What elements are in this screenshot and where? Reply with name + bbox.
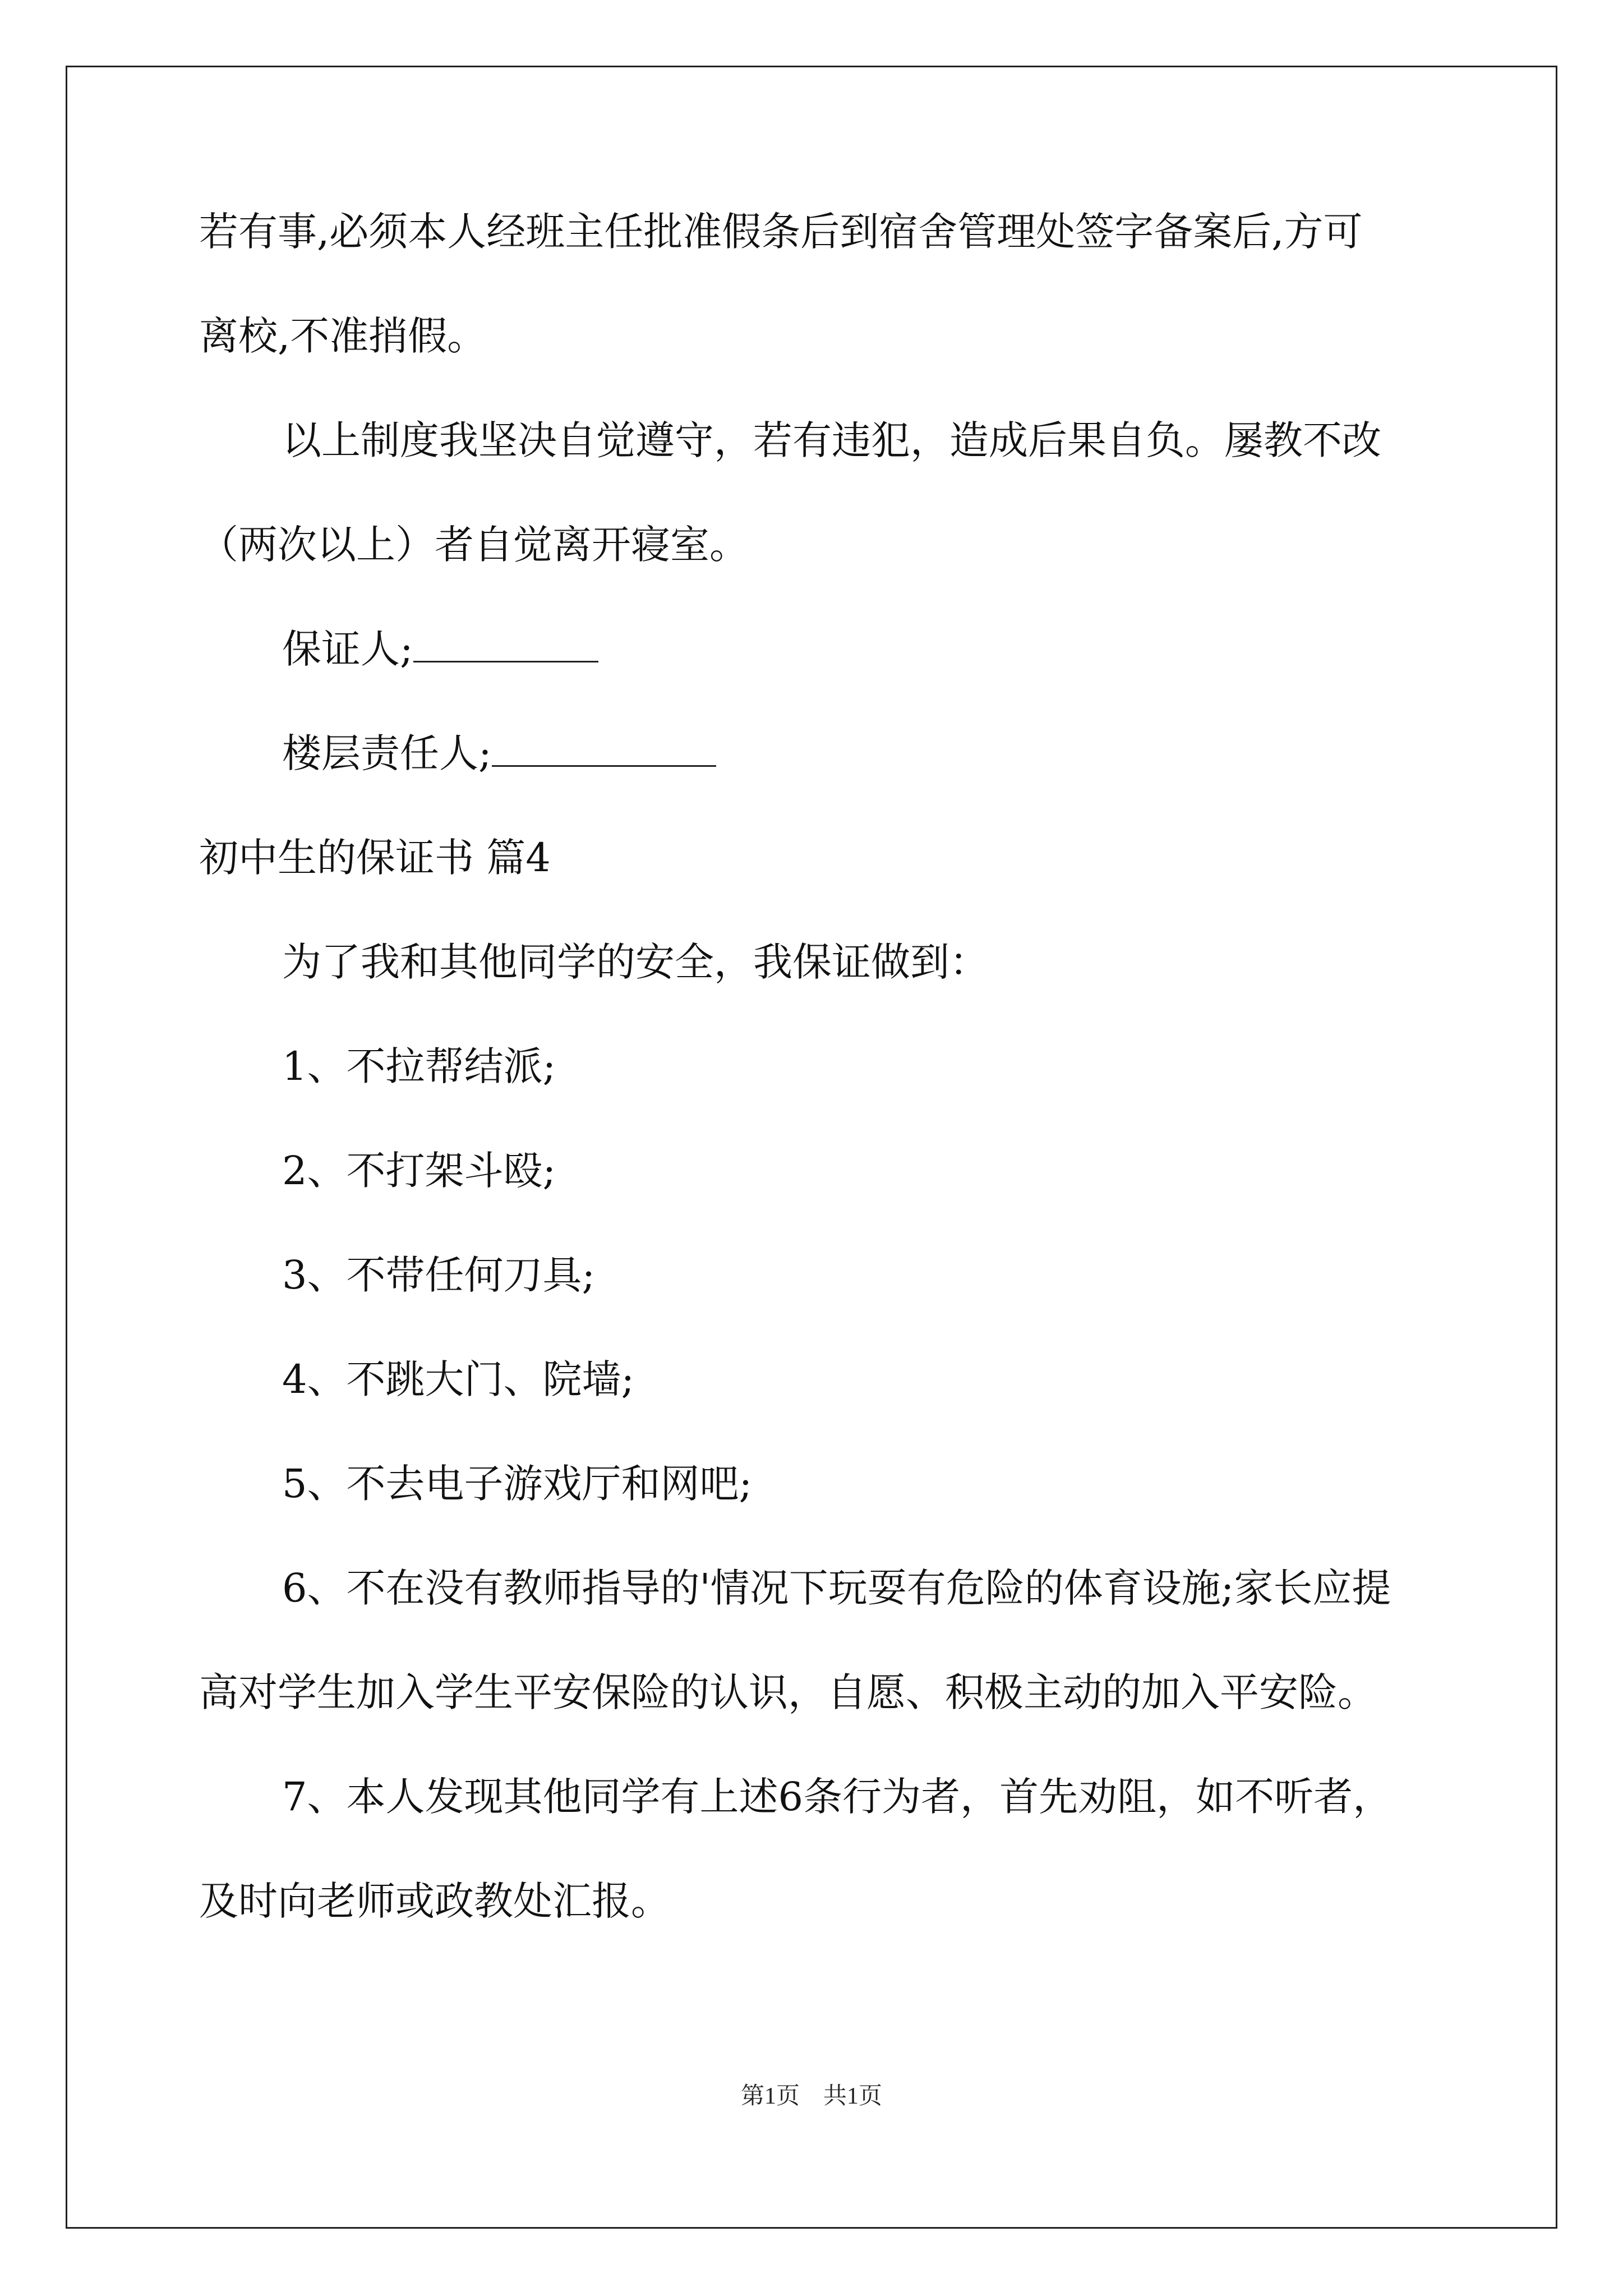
list-item: 6、不在没有教师指导的'情况下玩耍有危险的体育设施;家长应提: [282, 1565, 1391, 1611]
paragraph-line: 以上制度我坚决自觉遵守，若有违犯，造成后果自负。屡教不改: [282, 417, 1381, 463]
floor-supervisor-signature-blank: [492, 730, 716, 767]
list-item: 7、本人发现其他同学有上述6条行为者，首先劝阻，如不听者，: [282, 1774, 1393, 1820]
list-item-continuation: 高对学生加入学生平安保险的认识，自愿、积极主动的加入平安险。: [199, 1669, 1377, 1715]
list-item: 2、不打架斗殴;: [282, 1148, 556, 1194]
list-item: 3、不带任何刀具;: [282, 1252, 596, 1298]
guarantor-label: 保证人;: [282, 626, 413, 672]
paragraph-line: 若有事,必须本人经班主任批准假条后到宿舍管理处签字备案后,方可: [199, 209, 1363, 255]
floor-supervisor-label: 楼层责任人;: [282, 730, 492, 776]
floor-supervisor-line: [282, 728, 716, 779]
guarantor-line: [282, 624, 598, 674]
list-item: 5、不去电子游戏厅和网吧;: [282, 1461, 753, 1507]
list-item-continuation: 及时向老师或政教处汇报。: [199, 1878, 670, 1924]
list-item: 1、不拉帮结派;: [282, 1043, 556, 1089]
page-number: 第1页 共1页: [740, 2083, 882, 2109]
list-item: 4、不跳大门、院墙;: [282, 1356, 635, 1402]
section-heading: 初中生的保证书 篇4: [199, 835, 551, 881]
paragraph-line: 离校,不准捎假。: [199, 313, 487, 359]
paragraph-line: 为了我和其他同学的安全，我保证做到：: [282, 939, 989, 985]
guarantor-signature-blank: [413, 626, 598, 662]
paragraph-line: （两次以上）者自觉离开寝室。: [199, 522, 749, 568]
